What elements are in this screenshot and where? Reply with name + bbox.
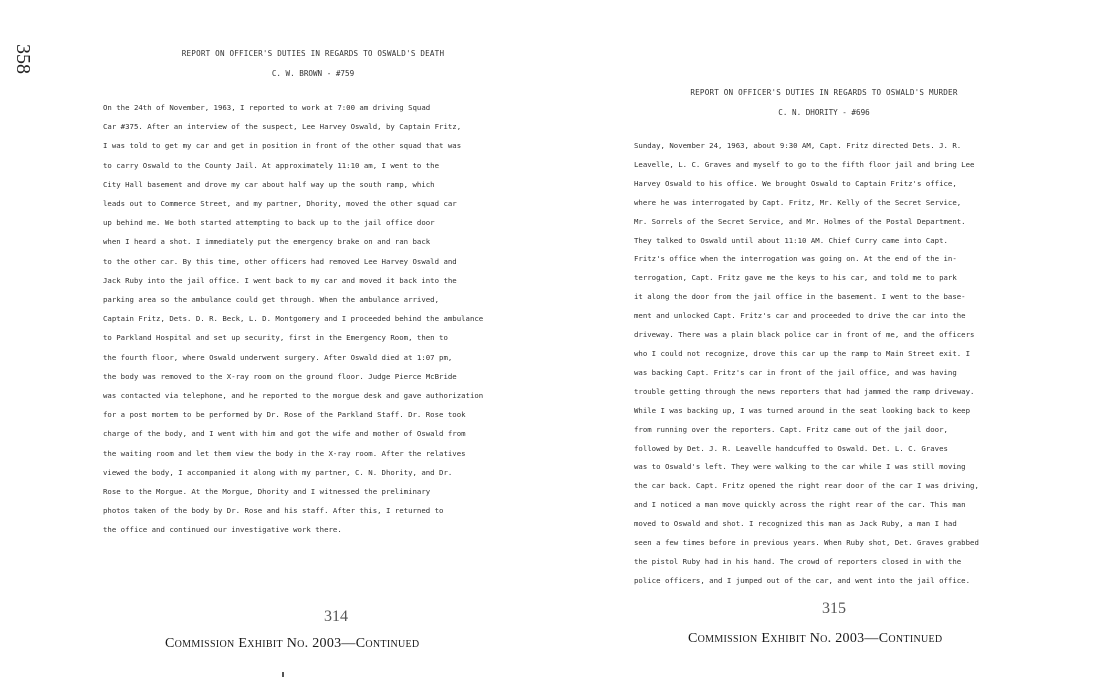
margin-page-number: 358 — [12, 44, 34, 74]
right-report-line: followed by Det. J. R. Leavelle handcuffed to Oswald. Det. L. C. Graves — [634, 443, 948, 453]
right-report-line: from running over the reporters. Capt. Fritz came out of the jail door, — [634, 424, 948, 434]
left-exhibit-caption: Commission Exhibit No. 2003—Continued — [165, 636, 420, 651]
left-report — [103, 48, 523, 540]
left-report-author: C. W. BROWN - #759 — [271, 69, 355, 78]
left-report-line: charge of the body, and I went with him and got the wife and mother of Oswald from — [103, 429, 466, 439]
right-report-line: and I noticed a man move quickly across the right rear of the car. This man — [634, 500, 966, 510]
left-report-line: to carry Oswald to the County Jail. At approximately 11:10 am, I went to the — [103, 160, 440, 170]
right-report-line: terrogation, Capt. Fritz gave me the keys to his car, and told me to park — [634, 273, 957, 283]
left-report-line: the fourth floor, where Oswald underwent surgery. After Oswald died at 1:07 pm, — [103, 352, 453, 362]
right-report-line: Harvey Oswald to his office. We brought Oswald to Captain Fritz's office, — [634, 178, 957, 188]
right-report-line: Fritz's office when the interrogation was going on. At the end of the in- — [634, 254, 957, 264]
right-report-line: the car back. Capt. Fritz opened the right rear door of the car I was driving, — [634, 481, 979, 491]
left-report-line: parking area so the ambulance could get through. When the ambulance arrived, — [103, 295, 440, 305]
right-report-line: Leavelle, L. C. Graves and myself to go to the fifth floor jail and bring Lee — [634, 159, 975, 169]
left-report-line: the body was removed to the X-ray room on the ground floor. Judge Pierce McBride — [103, 371, 457, 381]
right-folio: 315 — [822, 600, 846, 617]
right-report-author: C. N. DHORITY - #696 — [778, 108, 870, 117]
right-report-line: Sunday, November 24, 1963, about 9:30 AM, Capt. Fritz directed Dets. J. R. — [634, 141, 962, 150]
right-report-line: Mr. Sorrels of the Secret Service, and Mr. Holmes of the Postal Department. — [634, 216, 966, 226]
left-report-line: Rose to the Morgue. At the Morgue, Dhority and I witnessed the preliminary — [103, 487, 431, 497]
right-exhibit-caption: Commission Exhibit No. 2003—Continued — [688, 631, 943, 646]
right-report — [634, 87, 1014, 591]
right-report-line: who I could not recognize, drove this car up the ramp to Main Street exit. I — [634, 348, 971, 358]
left-report-title: REPORT ON OFFICER'S DUTIES IN REGARDS TO OSWALD'S DEATH — [181, 49, 445, 58]
right-report-line: was backing Capt. Fritz's car in front of the jail office, and was having — [634, 367, 957, 377]
right-report-line: driveway. There was a plain black police car in front of me, and the officers — [634, 330, 975, 340]
left-report-body — [103, 98, 523, 540]
right-report-line: where he was interrogated by Capt. Fritz, Mr. Kelly of the Secret Service, — [634, 197, 962, 207]
left-report-line: viewed the body, I accompanied it along with my partner, C. N. Dhority, and Dr. — [103, 467, 453, 477]
left-report-line: On the 24th of November, 1963, I reported to work at 7:00 am driving Squad — [103, 103, 431, 112]
right-report-line: They talked to Oswald until about 11:10 AM. Chief Curry came into Capt. — [634, 235, 948, 245]
right-report-title: REPORT ON OFFICER'S DUTIES IN REGARDS TO OSWALD'S MURDER — [690, 88, 958, 97]
left-report-line: for a post mortem to be performed by Dr. Rose of the Parkland Staff. Dr. Rose took — [103, 410, 466, 420]
left-report-line: Jack Ruby into the jail office. I went back to my car and moved it back into the — [103, 275, 457, 285]
left-report-line: when I heard a shot. I immediately put the emergency brake on and ran back — [103, 237, 431, 247]
left-report-line: photos taken of the body by Dr. Rose and his staff. After this, I returned to — [103, 506, 444, 516]
left-report-line: to the other car. By this time, other officers had removed Lee Harvey Oswald and — [103, 256, 457, 266]
right-report-line: the pistol Ruby had in his hand. The crowd of reporters closed in with the — [634, 556, 962, 566]
left-report-line: the office and continued our investigative work there. — [103, 525, 342, 535]
right-report-line: it along the door from the jail office in the basement. I went to the base- — [634, 292, 966, 302]
right-report-line: While I was backing up, I was turned around in the seat looking back to keep — [634, 405, 971, 415]
right-report-line: seen a few times before in previous years. When Ruby shot, Det. Graves grabbed — [634, 538, 979, 548]
left-report-line: City Hall basement and drove my car about half way up the south ramp, which — [103, 179, 435, 189]
left-report-line: was contacted via telephone, and he reported to the morgue desk and gave authorization — [103, 391, 484, 401]
left-report-line: up behind me. We both started attempting to back up to the jail office door — [103, 218, 435, 228]
scan-mark — [282, 672, 284, 677]
left-report-line: the waiting room and let them view the body in the X-ray room. After the relatives — [103, 448, 466, 458]
right-report-line: moved to Oswald and shot. I recognized this man as Jack Ruby, a man I had — [634, 519, 957, 529]
right-report-line: police officers, and I jumped out of the car, and went into the jail office. — [634, 575, 971, 585]
right-report-line: was to Oswald's left. They were walking to the car while I was still moving — [634, 462, 966, 472]
right-report-line: trouble getting through the news reporters that had jammed the ramp driveway. — [634, 386, 975, 396]
left-report-line: Captain Fritz, Dets. D. R. Beck, L. D. Montgomery and I proceeded behind the ambulance — [103, 314, 484, 324]
left-report-line: I was told to get my car and get in position in front of the other squad that was — [103, 141, 462, 151]
left-report-line: Car #375. After an interview of the suspect, Lee Harvey Oswald, by Captain Fritz, — [103, 122, 462, 132]
right-report-body — [634, 137, 1014, 591]
left-report-line: to Parkland Hospital and set up security, first in the Emergency Room, then to — [103, 333, 448, 343]
left-folio: 314 — [324, 608, 348, 625]
right-report-line: ment and unlocked Capt. Fritz's car and proceeded to drive the car into the — [634, 311, 966, 321]
left-report-line: leads out to Commerce Street, and my partner, Dhority, moved the other squad car — [103, 199, 457, 209]
